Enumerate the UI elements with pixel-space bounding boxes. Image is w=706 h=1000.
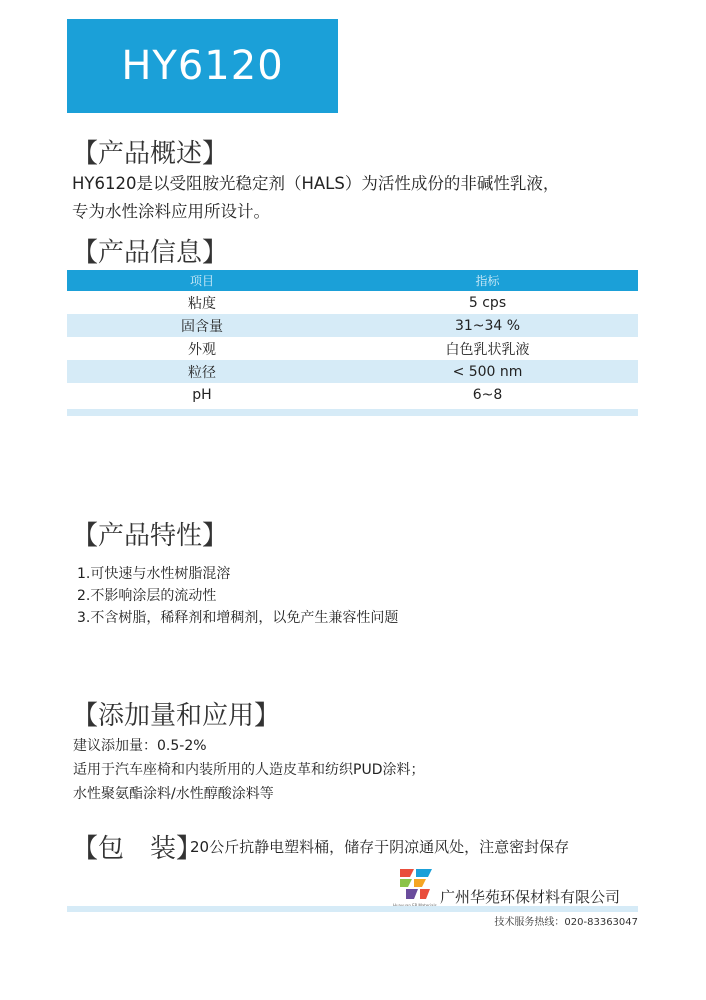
product-title: HY6120	[67, 19, 338, 113]
features-list	[77, 563, 398, 629]
table-row	[67, 337, 638, 360]
overview-heading: 【产品概述】	[72, 139, 229, 169]
row-value: < 500 nm	[452, 363, 523, 380]
table-row	[67, 314, 638, 337]
list-item: 2.不影响涂层的流动性	[77, 588, 217, 604]
table-header	[67, 270, 638, 291]
table-row	[67, 383, 638, 406]
dosage-list	[73, 734, 424, 806]
table-footer-bar	[67, 409, 638, 416]
list-item: 3.不含树脂，稀释剂和增稠剂，以免产生兼容性问题	[77, 610, 399, 626]
company-name: 广州华苑环保材料有限公司	[440, 888, 621, 906]
header-item: 项目	[189, 274, 214, 288]
footer-divider	[67, 906, 638, 912]
row-item: 粘度	[188, 295, 216, 312]
row-value: 白色乳状乳液	[445, 341, 530, 358]
row-value: 6~8	[472, 386, 503, 403]
packaging-heading: 【包 装】	[72, 834, 203, 864]
row-item: 固含量	[181, 318, 223, 335]
row-item: 外观	[188, 341, 216, 358]
overview-line-2: 专为水性涂料应用所设计。	[72, 202, 270, 221]
list-item: 适用于汽车座椅和内装所用的人造皮革和纺织PUD涂料；	[73, 762, 425, 778]
table-row	[67, 360, 638, 383]
info-heading: 【产品信息】	[72, 238, 229, 268]
row-value: 31~34 %	[454, 317, 521, 334]
row-item: pH	[192, 386, 212, 403]
row-value: 5 cps	[468, 294, 507, 311]
company-logo-icon	[396, 865, 436, 905]
list-item: 水性聚氨酯涂料/水性醇酸涂料等	[73, 786, 274, 802]
service-hotline: 技术服务热线：020-83363047	[494, 917, 638, 928]
product-info-table	[67, 270, 638, 416]
row-item: 粒径	[188, 364, 216, 381]
header-value: 指标	[475, 274, 500, 288]
list-item: 建议添加量：0.5-2%	[73, 738, 207, 754]
overview-line-1: HY6120是以受阻胺光稳定剂（HALS）为活性成份的非碱性乳液，	[72, 174, 560, 193]
table-row	[67, 291, 638, 314]
features-heading: 【产品特性】	[72, 521, 229, 551]
packaging-text: 20公斤抗静电塑料桶，储存于阴凉通风处，注意密封保存	[190, 838, 570, 856]
dosage-heading: 【添加量和应用】	[72, 701, 281, 731]
list-item: 1.可快速与水性树脂混溶	[77, 566, 231, 582]
